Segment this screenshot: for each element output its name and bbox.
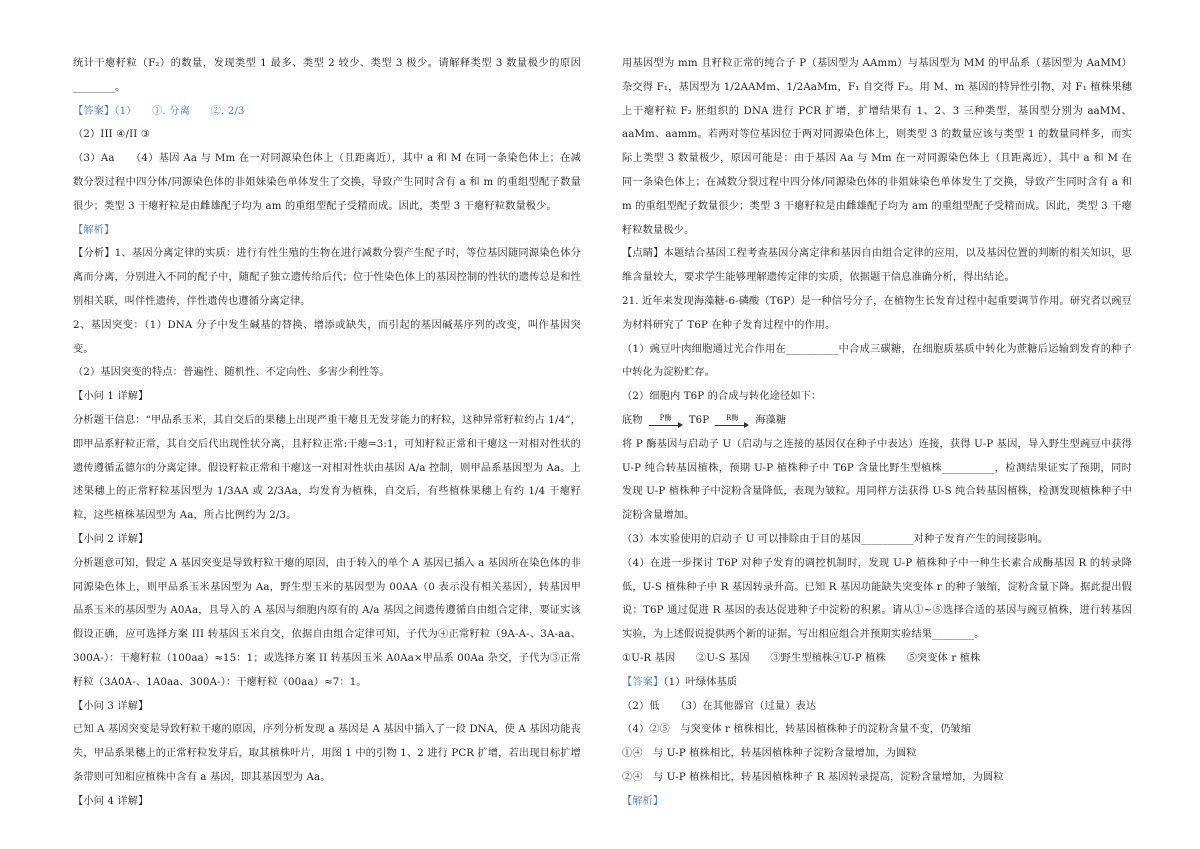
answer-part-4b: ①④ 与 U-P 植株相比，转基因植株种子淀粉含量增加，为圆粒 xyxy=(622,748,917,760)
paragraph-answer-1 xyxy=(73,100,581,124)
answer-1-text: （1）叶绿体基质 xyxy=(663,676,738,688)
left-column xyxy=(73,52,581,814)
analysis-heading-right: 【解析】 xyxy=(622,795,664,807)
answer-label: 【答案】 xyxy=(622,676,664,688)
pathway-substrate: 底物 xyxy=(622,414,643,426)
paragraph-question-tail: 统计干瘪籽粒（F₂）的数量，发现类型 1 最多、类型 2 较少、类型 3 极少。请解释类型 3 数量极少的原因________。 xyxy=(73,58,581,93)
analysis-heading: 【解析】 xyxy=(73,224,115,236)
paragraph-subquestion-2: 分析题意可知，假定 A 基因突变是导致籽粒干瘪的原因，由于转入的单个 A 基因已插入 a 基因所在染色体的非同源染色体上，则甲品系玉米基因型为 Aa，野生型玉米的基因型为 00AA（0 表示没有相关基因），转基因甲品系玉米的基因型为 A0Aa，且导入的 A 基因与细胞内原有的 A/a 基因之间遗传遵循自由组合定律，要证实该假设正确，应可选择方案 III 转基因玉米自交，依据自由组合定律可知，子代为④正常籽粒（9A-A-、3A-aa、300A-）：干瘪籽粒（100aa）≈15：1；或选择方案 II 转基因玉米 A0Aa×甲品系 00Aa 杂交，子代为③正常籽粒（3A0A-、1A0aa、300A-）：干瘪籽粒（00aa）≈7：1。 xyxy=(73,557,581,688)
paragraph-pcr-analysis: 用基因型为 mm 且籽粒正常的纯合子 P（基因型为 AAmm）与基因型为 MM 的甲品系（基因型为 AaMM）杂交得 F₁，基因型为 1/2AAMm、1/2AaMm，F₁ 自交得 F₂。用 M、m 基因的特异性引物，对 F₁ 植株果穗上干瘪籽粒 F₂ 胚组织的 DNA 进行 PCR 扩增，扩增结果有 1、2、3 三种类型，基因型分别为 aaMM、aaMm、aamm。若两对等位基因位于两对同源染色体上，则类型 3 的数量应该与类型 1 的数量同样多，而实际上类型 3 数量极少，原因可能是：由于基因 Aa 与 Mm 在一对同源染色体上（且距离近），其中 a 和 M 在同一条染色体上；在减数分裂过程中四分体/同源染色体的非姐妹染色单体发生了交换，导致产生同时含有 a 和 m 的重组型配子数量很少；类型 3 干瘪籽粒是由雌雄配子均为 am 的重组型配子受精而成。因此，类型 3 干瘪籽粒数量极少。 xyxy=(622,58,1132,236)
arrow-right-icon xyxy=(649,422,683,428)
pathway-trehalose: 海藻糖 xyxy=(755,414,787,426)
paragraph-subquestion-1: 分析题干信息：“甲品系玉米，其自交后的果穗上出现严重干瘪且无发芽能力的籽粒，这种异常籽粒约占 1/4”，即甲品系籽粒正常，其自交后代出现性状分离，且籽粒正常:干瘪=3:1，可知籽粒正常和干瘪这一对相对性状的遗传遵循孟德尔的分离定律。假设籽粒正常和干瘪这一对相对性状由基因 A/a 控制，则甲品系基因型为 Aa。上述果穗上的正常籽粒基因型为 1/3AA 或 2/3Aa，均发育为植株，自交后，有些植株果穗上有约 1/4 干瘪籽粒，这些植株基因型为 Aa，所占比例约为 2/3。 xyxy=(73,414,581,522)
answer-part-4c: ②④ 与 U-P 植株相比，转基因植株种子 R 基因转录提高，淀粉含量增加，为圆粒 xyxy=(622,771,1004,783)
question-21-up-gene: 将 P 酶基因与启动子 U（启动与之连接的基因仅在种子中表达）连接，获得 U-P 基因，导入野生型豌豆中获得 U-P 纯合转基因植株，预期 U-P 植株种子中 T6P 含量比野生型植株__________，检测结果证实了预期，同时发现 U-P 植株种子中淀粉含量降低，表现为皱粒。用同样方法获得 U-S 纯合转基因植株，检测发现植株种子中淀粉含量增加。 xyxy=(622,438,1132,522)
question-21-part-2: （2）细胞内 T6P 的合成与转化途径如下： xyxy=(622,391,822,403)
t6p-pathway-diagram xyxy=(622,409,1132,433)
answer-part-1 xyxy=(622,671,1132,695)
paragraph-analysis-2: 2、基因突变：（1）DNA 分子中发生碱基的替换、增添或缺失，而引起的基因碱基序列的改变，叫作基因突变。 xyxy=(73,319,581,355)
subquestion-1-heading: 【小问 1 详解】 xyxy=(73,391,149,403)
answer-text: 【答案】（1） ①. 分离 ②. 2/3 xyxy=(73,105,245,117)
right-column xyxy=(622,52,1132,814)
paragraph-answer-3: （3）Aa （4）基因 Aa 与 Mm 在一对同源染色体上（且距离近），其中 a 和 M 在同一条染色体上；在减数分裂过程中四分体/同源染色体的非姐妹染色单体发生了交换，导致产生同时含有 a 和 m 的重组型配子数量很少；类型 3 干瘪籽粒是由雌雄配子均为 am 的重组型配子受精而成。因此，类型 3 干瘪籽粒数量极少。 xyxy=(73,153,581,212)
paragraph-analysis-1: 【分析】1、基因分离定律的实质：进行有性生殖的生物在进行减数分裂产生配子时，等位基因随同源染色体分离而分离，分别进入不同的配子中，随配子独立遗传给后代；位于性染色体上的基因控制的性状的遗传总是和性别相关联，叫伴性遗传，伴性遗传也遵循分离定律。 xyxy=(73,248,581,307)
paragraph-answer-2: （2）III ④/II ③ xyxy=(73,129,151,141)
answer-part-2-3: （2）低 （3）在其他器官（过量）表达 xyxy=(622,700,817,712)
pathway-arrow-p-enzyme xyxy=(649,414,683,428)
question-21-part-1: （1）豌豆叶肉细胞通过光合作用在__________中合成三碳糖，在细胞质基质中转化为蔗糖后运输到发育的种子中转化为淀粉贮存。 xyxy=(622,343,1132,379)
pathway-t6p: T6P xyxy=(688,414,710,426)
pathway-arrow-r-enzyme xyxy=(715,414,749,428)
subquestion-4-heading: 【小问 4 详解】 xyxy=(73,795,149,807)
question-21-options: ①U-R 基因 ②U-S 基因 ③野生型植株④U-P 植株 ⑤突变体 r 植株 xyxy=(622,652,981,664)
paragraph-analysis-3: （2）基因突变的特点：普遍性、随机性、不定向性、多害少利性等。 xyxy=(73,367,390,379)
question-21-part-4: （4）在进一步探讨 T6P 对种子发育的调控机制时，发现 U-P 植株种子中一种生长素合成酶基因 R 的转录降低，U-S 植株种子中 R 基因转录升高。已知 R 基因功能缺失突变体 r 的种子皱缩，淀粉含量下降。据此提出假说：T6P 通过促进 R 基因的表达促进种子中淀粉的积累。请从①~⑤选择合适的基因与豌豆植株，进行转基因实验，为上述假说提供两个新的证据。写出相应组合并预期实验结果________。 xyxy=(622,557,1132,641)
subquestion-2-heading: 【小问 2 详解】 xyxy=(73,533,149,545)
paragraph-subquestion-3: 已知 A 基因突变是导致籽粒干瘪的原因，序列分析发现 a 基因是 A 基因中插入了一段 DNA，使 A 基因功能丧失，甲品系果穗上的正常籽粒发芽后，取其植株叶片，用图 1 中的引物 1、2 进行 PCR 扩增，若出现目标扩增条带则可知相应植株中含有 a 基因，即其基因型为 Aa。 xyxy=(73,724,581,783)
subquestion-3-heading: 【小问 3 详解】 xyxy=(73,700,149,712)
arrow-label-r-enzyme: R酶 xyxy=(725,413,739,422)
question-21-part-3: （3）本实验使用的启动子 U 可以排除由于目的基因__________对种子发育产生的间接影响。 xyxy=(622,533,1049,545)
arrow-label-p-enzyme: P酶 xyxy=(659,413,672,422)
arrow-right-icon xyxy=(715,422,749,428)
paragraph-summary-note: 【点睛】本题结合基因工程考查基因分离定律和基因自由组合定律的应用，以及基因位置的判断的相关知识，思维含量较大，要求学生能够理解遗传定律的实质，依据题干信息准确分析，得出结论。 xyxy=(622,248,1132,284)
question-21-stem: 21. 近年来发现海藻糖-6-磷酸（T6P）是一种信号分子，在植物生长发育过程中起重要调节作用。研究者以豌豆为材料研究了 T6P 在种子发育过程中的作用。 xyxy=(622,295,1132,331)
answer-part-4a: （4）②⑤ 与突变体 r 植株相比，转基因植株种子的淀粉含量不变，仍皱缩 xyxy=(622,724,972,736)
